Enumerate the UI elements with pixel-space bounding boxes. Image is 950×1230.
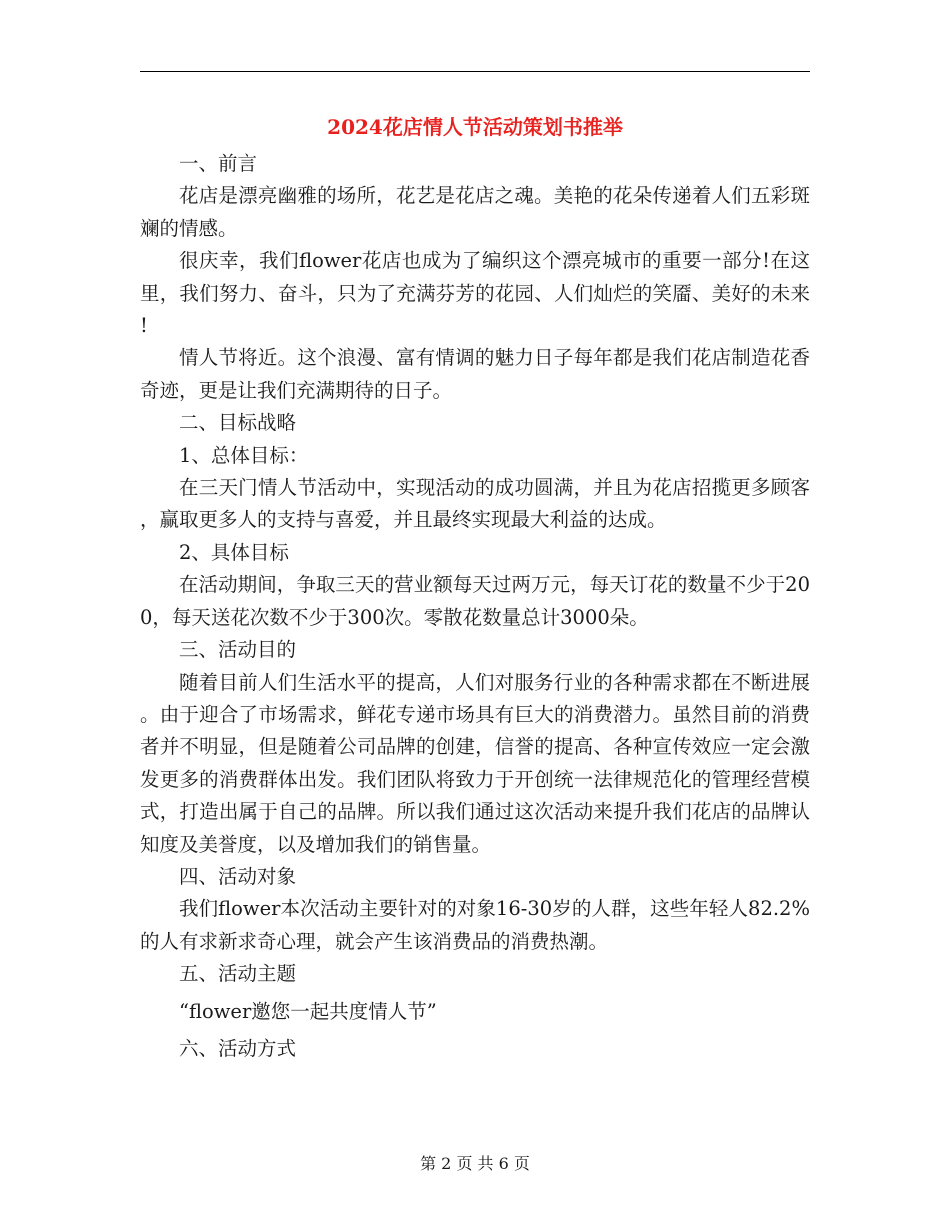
paragraph: 很庆幸，我们flower花店也成为了编织这个漂亮城市的重要一部分!在这里，我们努力、奋斗，只为了充满芬芳的花园、人们灿烂的笑靥、美好的未来! [140, 249, 810, 338]
paragraph: “flower邀您一起共度情人节” [179, 999, 437, 1023]
paragraph: 2、具体目标 [179, 540, 289, 564]
paragraph: 三、活动目的 [179, 638, 297, 662]
paragraph: 情人节将近。这个浪漫、富有情调的魅力日子每年都是我们花店制造花香奇迹，更是让我们充满期待的日子。 [140, 346, 810, 402]
paragraph: 在活动期间，争取三天的营业额每天过两万元，每天订花的数量不少于200，每天送花次数不少于300次。零散花数量总计3000朵。 [140, 573, 810, 629]
paragraph: 1、总体目标： [179, 443, 309, 467]
paragraph: 随着目前人们生活水平的提高，人们对服务行业的各种需求都在不断进展。由于迎合了市场需求，鲜花专递市场具有巨大的消费潜力。虽然目前的消费者并不明显，但是随着公司品牌的创建，信誉的提高、各种宣传效应一定会激发更多的消费群体出发。我们团队将致力于开创统一法律规范化的管理经营模式，打造出属于自己的品牌。所以我们通过这次活动来提升我们花店的品牌认知度及美誉度，以及增加我们的销售量。 [140, 670, 810, 856]
footer-prefix: 第 [420, 1154, 437, 1173]
paragraph: 一、前言 [179, 152, 258, 175]
footer-middle: 页 共 [456, 1154, 494, 1173]
document-title: 2024花店情人节活动策划书推举 [327, 115, 623, 139]
paragraph: 四、活动对象 [179, 864, 297, 888]
paragraph: 五、活动主题 [179, 962, 297, 986]
page-total: 6 [498, 1154, 509, 1173]
header-rule [140, 71, 810, 72]
page-number: 2 [441, 1154, 452, 1173]
footer-suffix: 页 [513, 1154, 530, 1173]
paragraph: 二、目标战略 [179, 411, 297, 435]
paragraph: 在三天门情人节活动中，实现活动的成功圆满，并且为花店招揽更多顾客，赢取更多人的支持与喜爱，并且最终实现最大利益的达成。 [140, 476, 810, 532]
paragraph: 我们flower本次活动主要针对的对象16-30岁的人群，这些年轻人82.2%的人有求新求奇心理，就会产生该消费品的消费热潮。 [140, 897, 810, 953]
paragraph: 花店是漂亮幽雅的场所，花艺是花店之魂。美艳的花朵传递着人们五彩斑斓的情感。 [140, 184, 810, 240]
page-footer [140, 1152, 810, 1176]
paragraph: 六、活动方式 [179, 1036, 297, 1060]
document-body [140, 148, 810, 1065]
